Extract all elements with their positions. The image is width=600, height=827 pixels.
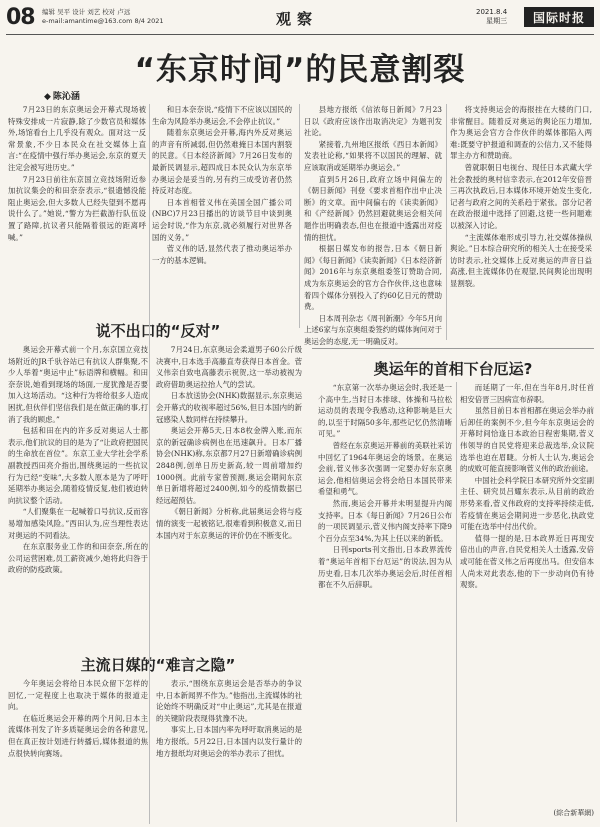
paragraph: 7月24日,东京奥运会柔道男子60公斤级决赛中,日本选手高藤直寿获得日本首金。菅义伟亲自致电高藤表示祝贺,这一举动被视为政府借助奥运拉抬人气的尝试。: [156, 345, 302, 389]
column-divider: [456, 382, 457, 822]
paragraph: 将支持奥运会的海报挂在大楼的门口,非常醒目。随着反对奥运的舆论压力增加,作为奥运会官方合作伙伴的媒体都陷入两难:既要守护报道和调查的公信力,又不能得罪主办方和赞助商。: [450, 105, 592, 161]
author-name: 陈沁涵: [52, 92, 80, 102]
subhead-2: 主流日媒的“难言之隐”: [80, 656, 236, 674]
page-number: 08: [6, 5, 35, 30]
column-2: [152, 104, 292, 300]
section-title: 观察: [276, 10, 319, 28]
column-5: [8, 344, 148, 604]
paragraph: 曾经在东京奥运开幕前的美联社采访中回忆了1964年奥运会的场景。在奥运会前,菅义伟多次强调一定要办好东京奥运会,他相信奥运会将会给日本国民带来希望和勇气。: [318, 440, 452, 497]
paragraph: 直到5月26日,政府立场中间偏左的《朝日新闻》刊登《要求首相作出中止决断》的文章。而中间偏右的《读卖新闻》和《产经新闻》仍然回避就奥运会相关问题作出明确表态,但也在报道中透露出对疫情的担忧。: [304, 174, 442, 242]
paragraph: 值得一提的是,日本政界近日再现安倍出山的声音,自民党相关人士透露,安倍或可能在菅义伟之后再度出马。但安倍本人尚未对此表态,他的下一步动向仍有待观察。: [460, 533, 594, 590]
paragraph: 今年奥运会将给日本民众留下怎样的回忆,一定程度上也取决于媒体的报道走向。: [8, 679, 148, 712]
paragraph: 日刊sports刊文指出,日本政界流传着“奥运年首相下台厄运”的说法,因为从历史看,日本几次举办奥运会后,时任首相都在不久后辞职。: [318, 545, 452, 590]
column-10: [460, 382, 594, 812]
paragraph: “东京第一次举办奥运会时,我还是一个高中生,当时日本排球、体操和马拉松运动员的表现令我感动,这种影响是巨大的,以至于时隔50多年,那些记忆仍然清晰可见。”: [318, 383, 452, 439]
paragraph: 菅义伟的话,显然代表了推动奥运举办一方的基本逻辑。: [152, 244, 292, 265]
editor-line: 编辑 吴平 设计 刘艺 校对 卢远: [42, 8, 131, 16]
column-9: [318, 382, 452, 822]
newspaper-logo: 国际时报: [524, 7, 594, 27]
paragraph: 表示,“围绕东京奥运会是否举办的争议中,日本新闻界不作为。”他指出,主流媒体的社论始终不明确反对“中止奥运”,尤其是在报道的关键阶段表现得犹豫不决。: [156, 679, 302, 723]
weekday-line: 星期三: [486, 17, 508, 25]
paragraph: 和日本奈奈说,“疫情下不应该以国民的生命为风险举办奥运会,不会停止抗议。”: [152, 105, 292, 126]
column-6: [156, 344, 302, 662]
subhead-1: 说不出口的“反对”: [95, 322, 221, 340]
email-line: e-mail:amantime@163.com 8/4 2021: [42, 17, 164, 25]
subhead-3: 奥运年的首相下台厄运?: [373, 360, 533, 378]
paragraph: 7月23日的东京奥运会开幕式现场被特殊安排成一片寂静,除了少数官员和媒体外,场馆看台上几乎没有观众。面对这一反常景象,不少日本民众在社交媒体上直言:“在疫情中强行举办奥运会,东京的夏天注定会被写进历史。”: [8, 105, 146, 172]
paragraph: 而延期了一年,但在当年8月,时任首相安倍晋三因病宣布辞职。: [460, 383, 594, 404]
column-4: [450, 104, 592, 340]
date-line: 2021.8.4: [476, 8, 508, 16]
paragraph: 紧接着,九州地区报纸《西日本新闻》发表社论称,“如果将不以国民的理解、就应该取消或延期举办奥运会。”: [304, 139, 442, 172]
issue-date: [476, 8, 507, 26]
column-3: [304, 104, 442, 346]
column-divider: [446, 104, 447, 340]
paragraph: 在临近奥运会开幕的两个月间,日本主流媒体刊发了许多质疑奥运会的各种意见,但在真正按计划进行转播后,媒体报道的焦点很快转向赛场。: [8, 713, 148, 758]
paragraph: 县地方报纸《信浓每日新闻》7月23日以《政府应该作出取消决定》为题刊发社论。: [304, 105, 442, 138]
paragraph: 曾就职朝日电视台、现任日本武藏大学社会教授的奥村信幸表示,在2012年安倍晋三再次执政后,日本媒体环境开始发生变化,记者与政府之间的关系趋于紧张。部分记者在政治报道中选择了回避,这使一些问题难以被深入讨论。: [450, 162, 592, 230]
paragraph: 包括和田在内的许多反对奥运人士都表示,他们抗议的目的是为了“让政府把国民的生命放在首位”。东京工业大学社会学系副教授西田亮介指出,围绕奥运的一些抗议行为已经“变味”,大多数人原本是为了呼吁延期举办奥运会,随着疫情反复,他们被迫转向抗议整个活动。: [8, 426, 148, 505]
column-7: [8, 678, 148, 822]
paragraph: 奥运会开幕5天,日本8枚金牌入账,而东京的新冠确诊病例也在迅速飙升。日本厂播协会(NHK)称,东京都7月27日新增确诊病例2848例,创单日历史新高,较一周前增加约1000例。此前专家曾预测,奥运会期间东京单日新增将超过2400例,如今的疫情数据已经远超预估。: [156, 426, 302, 505]
paragraph: 根据日媒发布的报告,日本《朝日新闻》《每日新闻》《读卖新闻》《日本经济新闻》2016年与东京奥组委签订赞助合同,成为东京奥运会的官方合作伙伴,这也意味着四个媒体分别投入了约60亿日元的赞助费。: [304, 244, 442, 312]
column-8: [156, 678, 302, 822]
column-divider: [299, 104, 300, 328]
editor-info: [42, 8, 164, 26]
paragraph: 然而,奥运会开幕并未明显提升内阁支持率。日本《每日新闻》7月26日公布的一项民调显示,菅义伟内阁支持率下降9个百分点至34%,为其上任以来的新低。: [318, 498, 452, 543]
paragraph: 7月23日前往东京国立竞技场附近参加抗议集会的和田奈奈表示,“很遗憾没能阻止奥运会,但大多数人已经失望到不愿再说什么了。”她说,“警方为拦截游行队伍设置了路障,抗议者只能隔着很远的距离呼喊。”: [8, 174, 146, 242]
paragraph: 虽然目前日本首相都在奥运会举办前后卸任的案例不少,但今年东京奥运会的开幕时间恰逢日本政治日程密集期,菅义伟领导的自民党将迎来总裁选举,众议院选举也迫在眉睫。分析人士认为,奥运会的成败可能直接影响菅义伟的政治前途。: [460, 406, 594, 474]
paragraph: 事实上,日本国内率先呼吁取消奥运的是地方报纸。5月22日,日本国内以发行量计的地方报纸均对奥运会的举办表示了担忧。: [156, 725, 302, 758]
column-divider: [149, 104, 150, 824]
source-credit: (綜合新華網): [553, 809, 594, 817]
paragraph: 日本周刊杂志《周刊新潮》今年5月向上述6家与东京奥组委签约的媒体询问对于奥运会的态度,无一明确反对。: [304, 313, 442, 346]
paragraph: 日本放送协会(NHK)数据显示,东京奥运会开幕式的收视率超过56%,但日本国内的新冠感染人数同样在持续攀升。: [156, 391, 302, 424]
paragraph: “人们聚集在一起喊着口号抗议,反而容易增加感染风险。”西田认为,应当理性表达对奥运的不同看法。: [8, 507, 148, 540]
paragraph: 中国社会科学院日本研究所外交室副主任、研究员吕耀东表示,从目前的政治形势来看,菅义伟政府的支持率持续走低,若疫情在奥运会期间进一步恶化,执政党可能在选举中付出代价。: [460, 475, 594, 532]
diamond-icon: ◆: [44, 92, 51, 102]
paragraph: 日本首相菅义伟在美国全国广播公司(NBC)7月23日播出的访谈节目中谈到奥运会时说,“作为东京,就必须履行对世界各国的义务。”: [152, 197, 292, 242]
headline: “东京时间”的民意割裂: [134, 52, 466, 88]
byline: [44, 89, 80, 102]
paragraph: “主流媒体难形成引导力,社交媒体操纵舆论。”日本综合研究所的相关人士在接受采访时表示,社交媒体上反对奥运的声音日益高涨,但主流媒体仍在观望,民间舆论出现明显割裂。: [450, 232, 592, 288]
masthead: [6, 4, 594, 35]
paragraph: 《朝日新闻》分析称,此届奥运会将与疫情的演变一起被铭记,很难看到积极意义,而日本国内对于东京奥运的评价仍在不断变化。: [156, 507, 302, 540]
paragraph: 奥运会开幕式前一个月,东京国立竞技场附近的JR千驮谷站已有抗议人群集聚,不少人举着“奥运中止”标语牌和横幅。和田奈奈说,她看到现场的场面,一度犹豫是否要加入这场活动。“这种行为将给很多人造成困扰,但伙伴们坚信我们是在做正确的事,打消了我的顾虑。”: [8, 345, 148, 424]
paragraph: 在东京服务业工作的和田奈奈,所在的公司运营困难,员工薪资减少,她将此归咎于政府的防疫政策。: [8, 542, 148, 575]
paragraph: 随着东京奥运会开幕,海内外反对奥运的声音有所减弱,但仍然难掩日本国内割裂的民意。《日本经济新闻》7月26日发布的最新民调显示,超四成日本民众认为东京举办奥运会是妥当的,另有约三成受访者仍然持反对态度。: [152, 128, 292, 196]
column-1: [8, 104, 146, 328]
